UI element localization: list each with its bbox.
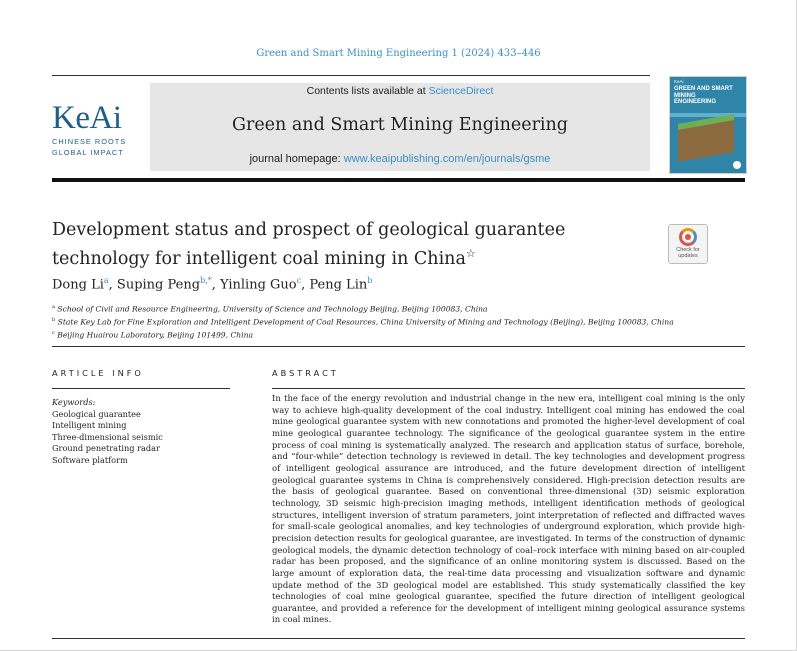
keyword-item: Ground penetrating radar	[52, 443, 160, 453]
homepage-link[interactable]: www.keaipublishing.com/en/journals/gsme	[343, 153, 551, 165]
logo-ke: Ke	[52, 100, 90, 136]
contents-prefix: Contents lists available at	[306, 85, 429, 97]
keyword-item: Intelligent mining	[52, 420, 127, 430]
cover-badge	[733, 161, 741, 169]
header-bottom-rule	[52, 178, 745, 182]
author-list: Dong Li$^a$, Suping Peng$^{b,*}$, Yinling Guo$^c$, Peng Lin$^b$	[52, 276, 373, 293]
cover-title-line-2: ENGINEERING	[674, 99, 717, 105]
logo-tagline-2: GLOBAL IMPACT	[52, 148, 124, 157]
abstract-rule	[272, 388, 745, 389]
journal-cover-image[interactable]	[669, 76, 747, 174]
header-top-rule	[52, 75, 650, 76]
keyword-item: Geological guarantee	[52, 408, 141, 419]
check-updates-label: Check for updates	[676, 247, 700, 259]
keyword-item: Three-dimensional seismic	[52, 431, 163, 442]
check-for-updates-button[interactable]	[668, 224, 708, 264]
keai-wordmark	[52, 102, 142, 135]
affiliation-text: Beijing Huairou Laboratory, Beijing 101499, China	[57, 330, 253, 340]
abstract-heading: ABSTRACT	[272, 368, 339, 378]
author-name[interactable]: Peng Lin	[309, 277, 368, 293]
journal-banner	[150, 83, 650, 171]
affiliation-text: State Key Lab for Fine Exploration and Intelligent Development of Coal Resources, China University of Mining and Technology (Beijing), Beijing 100083, China	[57, 317, 674, 327]
sciencedirect-link[interactable]: ScienceDirect	[428, 85, 494, 97]
affiliation-list	[52, 302, 674, 341]
affiliation-rule	[52, 346, 745, 347]
author-name[interactable]: Yinling Guo	[220, 277, 297, 293]
affiliation-item	[52, 328, 674, 341]
logo-tagline-1: CHINESE ROOTS	[52, 137, 127, 146]
affiliation-item	[52, 302, 674, 315]
journal-citation-link[interactable]: Green and Smart Mining Engineering 1 (2024) 433–446	[256, 48, 541, 59]
author-affil-mark[interactable]: b	[367, 276, 373, 285]
journal-title: Green and Smart Mining Engineering	[231, 115, 569, 135]
article-title	[52, 219, 652, 271]
author-affil-mark[interactable]: a	[103, 276, 109, 285]
keai-logo[interactable]	[52, 102, 142, 157]
author-name[interactable]: Dong Li	[52, 277, 104, 293]
title-footnote-mark[interactable]: ☆	[465, 247, 476, 260]
author-name[interactable]: Suping Peng	[116, 277, 201, 293]
affiliation-mark: b	[52, 316, 56, 323]
author-affil-mark[interactable]: b,*	[200, 276, 212, 285]
cover-strip	[670, 113, 746, 117]
logo-ai: Ai	[89, 100, 122, 136]
affiliation-text: School of Civil and Resource Engineering, University of Science and Technology Beijing, Beijing 100083, China	[57, 304, 488, 314]
author-affil-mark[interactable]: c	[296, 276, 302, 285]
homepage-line	[150, 153, 650, 165]
abstract-text: In the face of the energy revolution and industrial change in the new era, intelligent coal mining is the only way to achieve high-quality development of the coal industry. Intelligent coal mining has endowed the coal mine geological guarantee system with new connotations and promoted the higher-level development of coal mine geological guarantee technology. The significance of the geological guarantee system in the entire process of coal mining is systematically analyzed. The research and application status of surface, borehole, and “four-while” detection technology is reviewed in detail. The key technologies and development progress of intelligent geological assurance are introduced, and the future development direction of intelligent geological guarantee systems in China is comprehensively considered. High-precision detection results are the basis of geological guarantee. Based on conventional three-dimensional (3D) seismic exploration technology, 3D seismic high-precision imaging methods, intelligent identification methods of geological structures, intelligent inversion of stratum parameters, joint interpretation of reflected and diffracted waves for small-scale geological anomalies, and key technologies of underground exploration, which provide high-precision detection results for geological guarantee, are investigated. In terms of the construction of dynamic geological models, the dynamic detection technology of coal–rock interface with mining based on air-coupled radar has been proposed, and the significance of an online monitoring system is discussed. Based on the large amount of exploration data, the real-time data processing and visualization software and dynamic update method of the 3D geological model are established. This study systematically classified the key technologies of coal mine geological guarantee, specified the future direction of intelligent geological guarantee, and provided a reference for the development of intelligent mining geological assurance systems in coal mines.	[272, 393, 745, 625]
keywords-label: Keywords:	[52, 397, 96, 407]
affiliation-mark: a	[52, 304, 55, 310]
bookmark-icon	[679, 228, 697, 246]
article-title-text: Development status and prospect of geological guarantee technology for intelligent coal mining in China	[52, 220, 566, 269]
contents-line	[150, 85, 650, 97]
homepage-prefix: journal homepage:	[249, 153, 344, 165]
footer-rule	[52, 638, 745, 639]
cover-title-line-1: GREEN AND SMART MINING	[674, 86, 733, 99]
article-info-heading: ARTICLE INFO	[52, 368, 144, 378]
article-info-rule	[52, 388, 230, 389]
affiliation-item	[52, 315, 674, 328]
cover-logo: KeAi	[674, 79, 684, 84]
keyword-item: Software platform	[52, 454, 128, 465]
keywords-block	[52, 397, 163, 466]
affiliation-mark: c	[52, 329, 55, 336]
